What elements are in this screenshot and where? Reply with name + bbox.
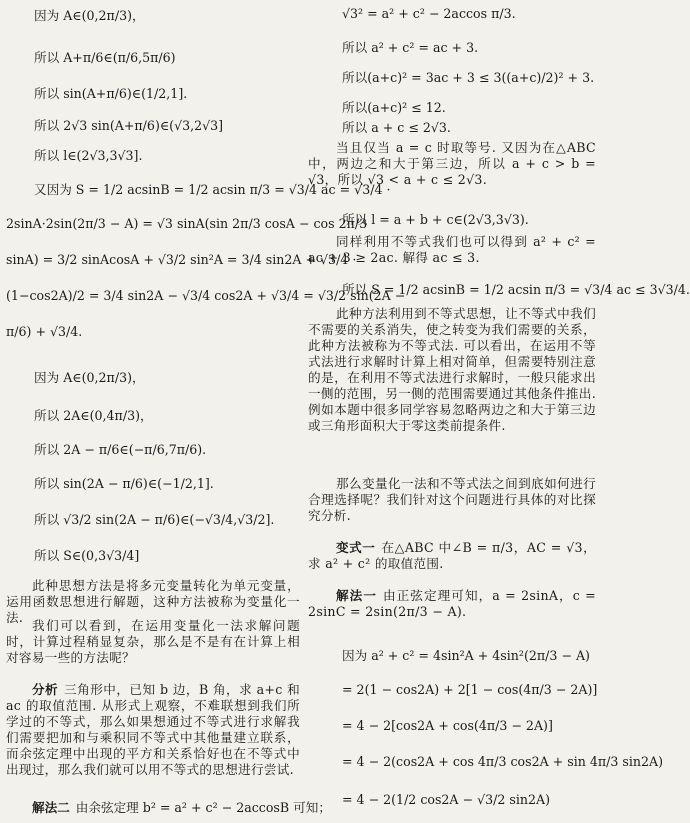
math-line: 所以 A+π/6∈(π/6,5π/6) — [34, 50, 176, 65]
math-line: sinA) = 3/2 sinAcosA + √3/2 sin²A = 3/4 sin2A + √3/4 · — [6, 252, 357, 267]
analysis-text: 三角形中，已知 b 边，B 角，求 a+c 和 ac 的取值范围. 从形式上观察，不难联想到我们所学过的不等式，那么如果想通过不等式进行求解我们需要把加和与乘积同不等式中其他量建立联系，而余弦定理中出现的平方和关系恰好也在不等式中出现过，那么我们就可以用不等式的思想进行尝试. — [6, 682, 300, 777]
math-line: 因为 a² + c² = 4sin²A + 4sin²(2π/3 − A) — [342, 648, 590, 663]
math-line: 所以 2A − π/6∈(−π/6,7π/6). — [34, 442, 207, 457]
solution-one-text: 由正弦定理可知，a = 2sinA，c = 2sinC = 2sin(2π/3 − A). — [308, 588, 596, 619]
math-line: 所以 sin(A+π/6)∈(1/2,1]. — [34, 86, 188, 101]
solution-two-label: 解法二 — [32, 800, 70, 815]
math-line: π/6) + √3/4. — [6, 324, 83, 339]
math-line: 所以 a + c ≤ 2√3. — [342, 120, 451, 135]
math-line: 所以 l∈(2√3,3√3]. — [34, 148, 143, 163]
solution-two-text: 由余弦定理 b² = a² + c² − 2accosB 可知； — [75, 800, 331, 815]
math-line: (1−cos2A)/2 = 3/4 sin2A − √3/4 cos2A + √3/4 = √3/2 sin(2A − — [6, 288, 406, 303]
math-line: = 2(1 − cos2A) + 2[1 − cos(4π/3 − 2A)] — [342, 682, 598, 697]
paragraph-equality: 当且仅当 a = c 时取等号. 又因为在△ABC 中，两边之和大于第三边，所以 a + c > b = √3，所以 √3 < a + c ≤ 2√3. — [308, 140, 596, 187]
paragraph-compare: 那么变量化一法和不等式法之间到底如何进行合理选择呢？我们针对这个问题进行具体的对比探究分析. — [308, 476, 596, 523]
paragraph-similar: 同样利用不等式我们也可以得到 a² + c² = ac + 3 ≥ 2ac. 解得 ac ≤ 3. — [308, 234, 596, 265]
paragraph-question: 我们可以看到，在运用变量化一法求解问题时，计算过程稍显复杂，那么是不是有在计算上相对容易一些的方法呢？ — [6, 618, 300, 665]
solution-one-label: 解法一 — [336, 588, 377, 603]
math-line: 所以(a+c)² ≤ 12. — [342, 100, 446, 115]
math-line: 因为 A∈(0,2π/3)， — [34, 370, 145, 385]
math-line: √3² = a² + c² − 2accos π/3. — [342, 6, 516, 21]
variant-one-text: 在△ABC 中∠B = π/3，AC = √3，求 a² + c² 的取值范围. — [308, 540, 596, 571]
math-line: 所以 2√3 sin(A+π/6)∈(√3,2√3] — [34, 118, 224, 133]
math-line: 又因为 S = 1/2 acsinB = 1/2 acsin π/3 = √3/4 ac = √3/4 · — [34, 182, 391, 197]
math-line: 所以 √3/2 sin(2A − π/6)∈(−√3/4,√3/2]. — [34, 512, 275, 527]
math-line: 因为 A∈(0,2π/3)， — [34, 8, 145, 23]
math-line: 所以(a+c)² = 3ac + 3 ≤ 3((a+c)/2)² + 3. — [342, 70, 595, 85]
math-line: 所以 a² + c² = ac + 3. — [342, 40, 479, 55]
math-line: 所以 2A∈(0,4π/3)， — [34, 408, 153, 423]
math-line: 所以 S∈(0,3√3/4] — [34, 548, 140, 563]
math-line: = 4 − 2(1/2 cos2A − √3/2 sin2A) — [342, 792, 551, 807]
paragraph-change-variable: 此种思想方法是将多元变量转化为单元变量，运用函数思想进行解题，这种方法被称为变量化一法. — [6, 578, 300, 625]
math-line: 所以 sin(2A − π/6)∈(−1/2,1]. — [34, 476, 214, 491]
solution-two — [32, 800, 331, 816]
math-line: 2sinA·2sin(2π/3 − A) = √3 sinA(sin 2π/3 cosA − cos 2π/3 — [6, 216, 368, 231]
solution-one — [308, 588, 596, 620]
math-line: 所以 S = 1/2 acsinB = 1/2 acsin π/3 = √3/4 ac ≤ 3√3/4. — [342, 282, 690, 297]
analysis-label: 分析 — [32, 682, 59, 697]
math-line: = 4 − 2(cos2A + cos 4π/3 cos2A + sin 4π/3 sin2A) — [342, 754, 664, 769]
math-line: 所以 l = a + b + c∈(2√3,3√3). — [342, 212, 529, 227]
variant-one — [308, 540, 596, 572]
paragraph-analysis — [6, 682, 300, 778]
math-line: = 4 − 2[cos2A + cos(4π/3 − 2A)] — [342, 718, 553, 733]
variant-one-label: 变式一 — [336, 540, 376, 555]
paragraph-inequality-method: 此种方法利用到不等式思想，让不等式中我们不需要的关系消失，使之转变为我们需要的关系，此种方法被称为不等式法. 可以看出，在运用不等式法进行求解时计算上相对简单，但需要特别注意的是，在利用不等式法进行求解时，一般只能求出一侧的范围，另一侧的范围需要通过其他条件推出. 例如本题中很多同学容易忽略两边之和大于第三边或三角形面积大于零这类前提条件. — [308, 306, 596, 433]
